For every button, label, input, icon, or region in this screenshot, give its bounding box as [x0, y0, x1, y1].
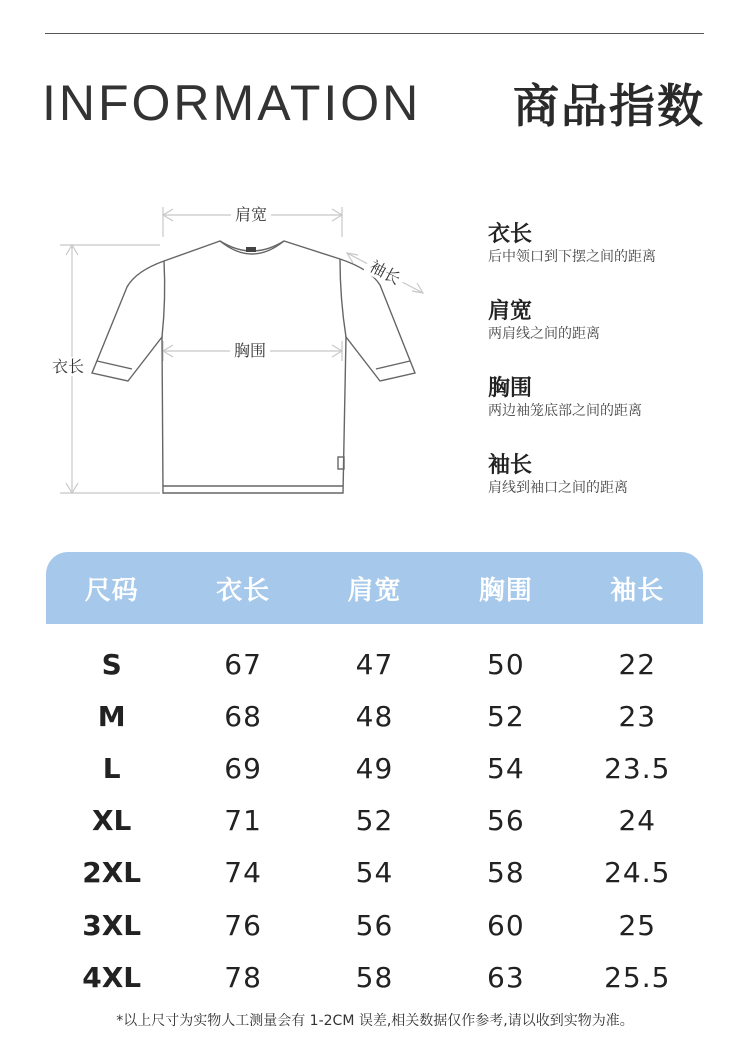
page-title-zh: 商品指数 [513, 79, 705, 133]
size-cell: 3XL [82, 908, 142, 942]
measurement-cell: 25.5 [604, 960, 671, 994]
measurement-cell: 22 [618, 647, 657, 681]
table-row [46, 742, 703, 794]
measurement-cell: 47 [355, 647, 394, 681]
header-shoulder: 肩宽 [347, 575, 402, 606]
measurement-cell: 54 [487, 751, 525, 785]
table-row [46, 847, 703, 899]
measurement-cell: 68 [224, 699, 262, 733]
measurement-cell: 58 [487, 856, 525, 890]
header-sleeve: 袖长 [610, 575, 665, 606]
size-cell: S [101, 647, 122, 681]
measurement-cell: 56 [355, 908, 394, 942]
definition-title: 衣长 [488, 222, 533, 247]
chest-label: 胸围 [230, 341, 270, 360]
table-row [46, 690, 703, 742]
size-cell: M [97, 699, 126, 733]
measurement-cell: 58 [355, 960, 394, 994]
disclaimer-note: *以上尺寸为实物人工测量会有 1-2CM 误差,相关数据仅作参考,请以收到实物为准。 [116, 1013, 634, 1029]
table-row [46, 951, 703, 1003]
sleeve-label: 袖长 [363, 255, 407, 291]
measurement-cell: 48 [355, 699, 394, 733]
definition-title: 袖长 [488, 453, 533, 478]
table-row [46, 899, 703, 951]
definition-desc: 后中领口到下摆之间的距离 [488, 249, 656, 266]
measurement-cell: 24.5 [604, 856, 671, 890]
measurement-cell: 25 [618, 908, 657, 942]
measurement-cell: 78 [224, 960, 262, 994]
definition-desc: 两肩线之间的距离 [488, 326, 600, 343]
measurement-cell: 60 [487, 908, 525, 942]
size-table-body [46, 624, 703, 1003]
measurement-cell: 23 [618, 699, 657, 733]
measurement-cell: 63 [487, 960, 525, 994]
tshirt-diagram [40, 195, 460, 505]
measurement-cell: 71 [224, 804, 262, 838]
measurement-cell: 50 [487, 647, 525, 681]
definition-title: 胸围 [488, 376, 533, 401]
measurement-cell: 69 [224, 751, 262, 785]
shoulder-width-label: 肩宽 [231, 205, 271, 224]
definition-sleeve [488, 453, 738, 530]
header-length: 衣长 [216, 575, 271, 606]
size-cell: XL [91, 804, 132, 838]
measurement-cell: 67 [224, 647, 262, 681]
measurement-cell: 52 [355, 804, 394, 838]
definition-length [488, 222, 738, 299]
size-table [46, 552, 703, 1003]
measurement-cell: 23.5 [604, 751, 671, 785]
definition-chest [488, 376, 738, 453]
measurement-cell: 52 [487, 699, 525, 733]
size-table-header [46, 552, 703, 624]
measurement-definitions [488, 222, 738, 530]
size-cell: 4XL [82, 960, 142, 994]
measurement-cell: 54 [355, 856, 394, 890]
header-size: 尺码 [84, 575, 139, 606]
measurement-cell: 24 [618, 804, 657, 838]
header-chest: 胸围 [478, 575, 533, 606]
measurement-cell: 49 [355, 751, 394, 785]
length-label: 衣长 [48, 357, 88, 376]
size-cell: L [102, 751, 121, 785]
collar-tag-icon [246, 247, 256, 252]
table-row [46, 795, 703, 847]
definition-title: 肩宽 [488, 299, 533, 324]
size-cell: 2XL [82, 856, 142, 890]
measurement-cell: 74 [224, 856, 262, 890]
definition-desc: 肩线到袖口之间的距离 [488, 480, 628, 497]
page-title-en: INFORMATION [42, 75, 422, 131]
definition-desc: 两边袖笼底部之间的距离 [488, 403, 642, 420]
measurement-cell: 76 [224, 908, 262, 942]
definition-shoulder [488, 299, 738, 376]
top-divider [45, 33, 704, 34]
measurement-cell: 56 [487, 804, 525, 838]
table-row [46, 638, 703, 690]
